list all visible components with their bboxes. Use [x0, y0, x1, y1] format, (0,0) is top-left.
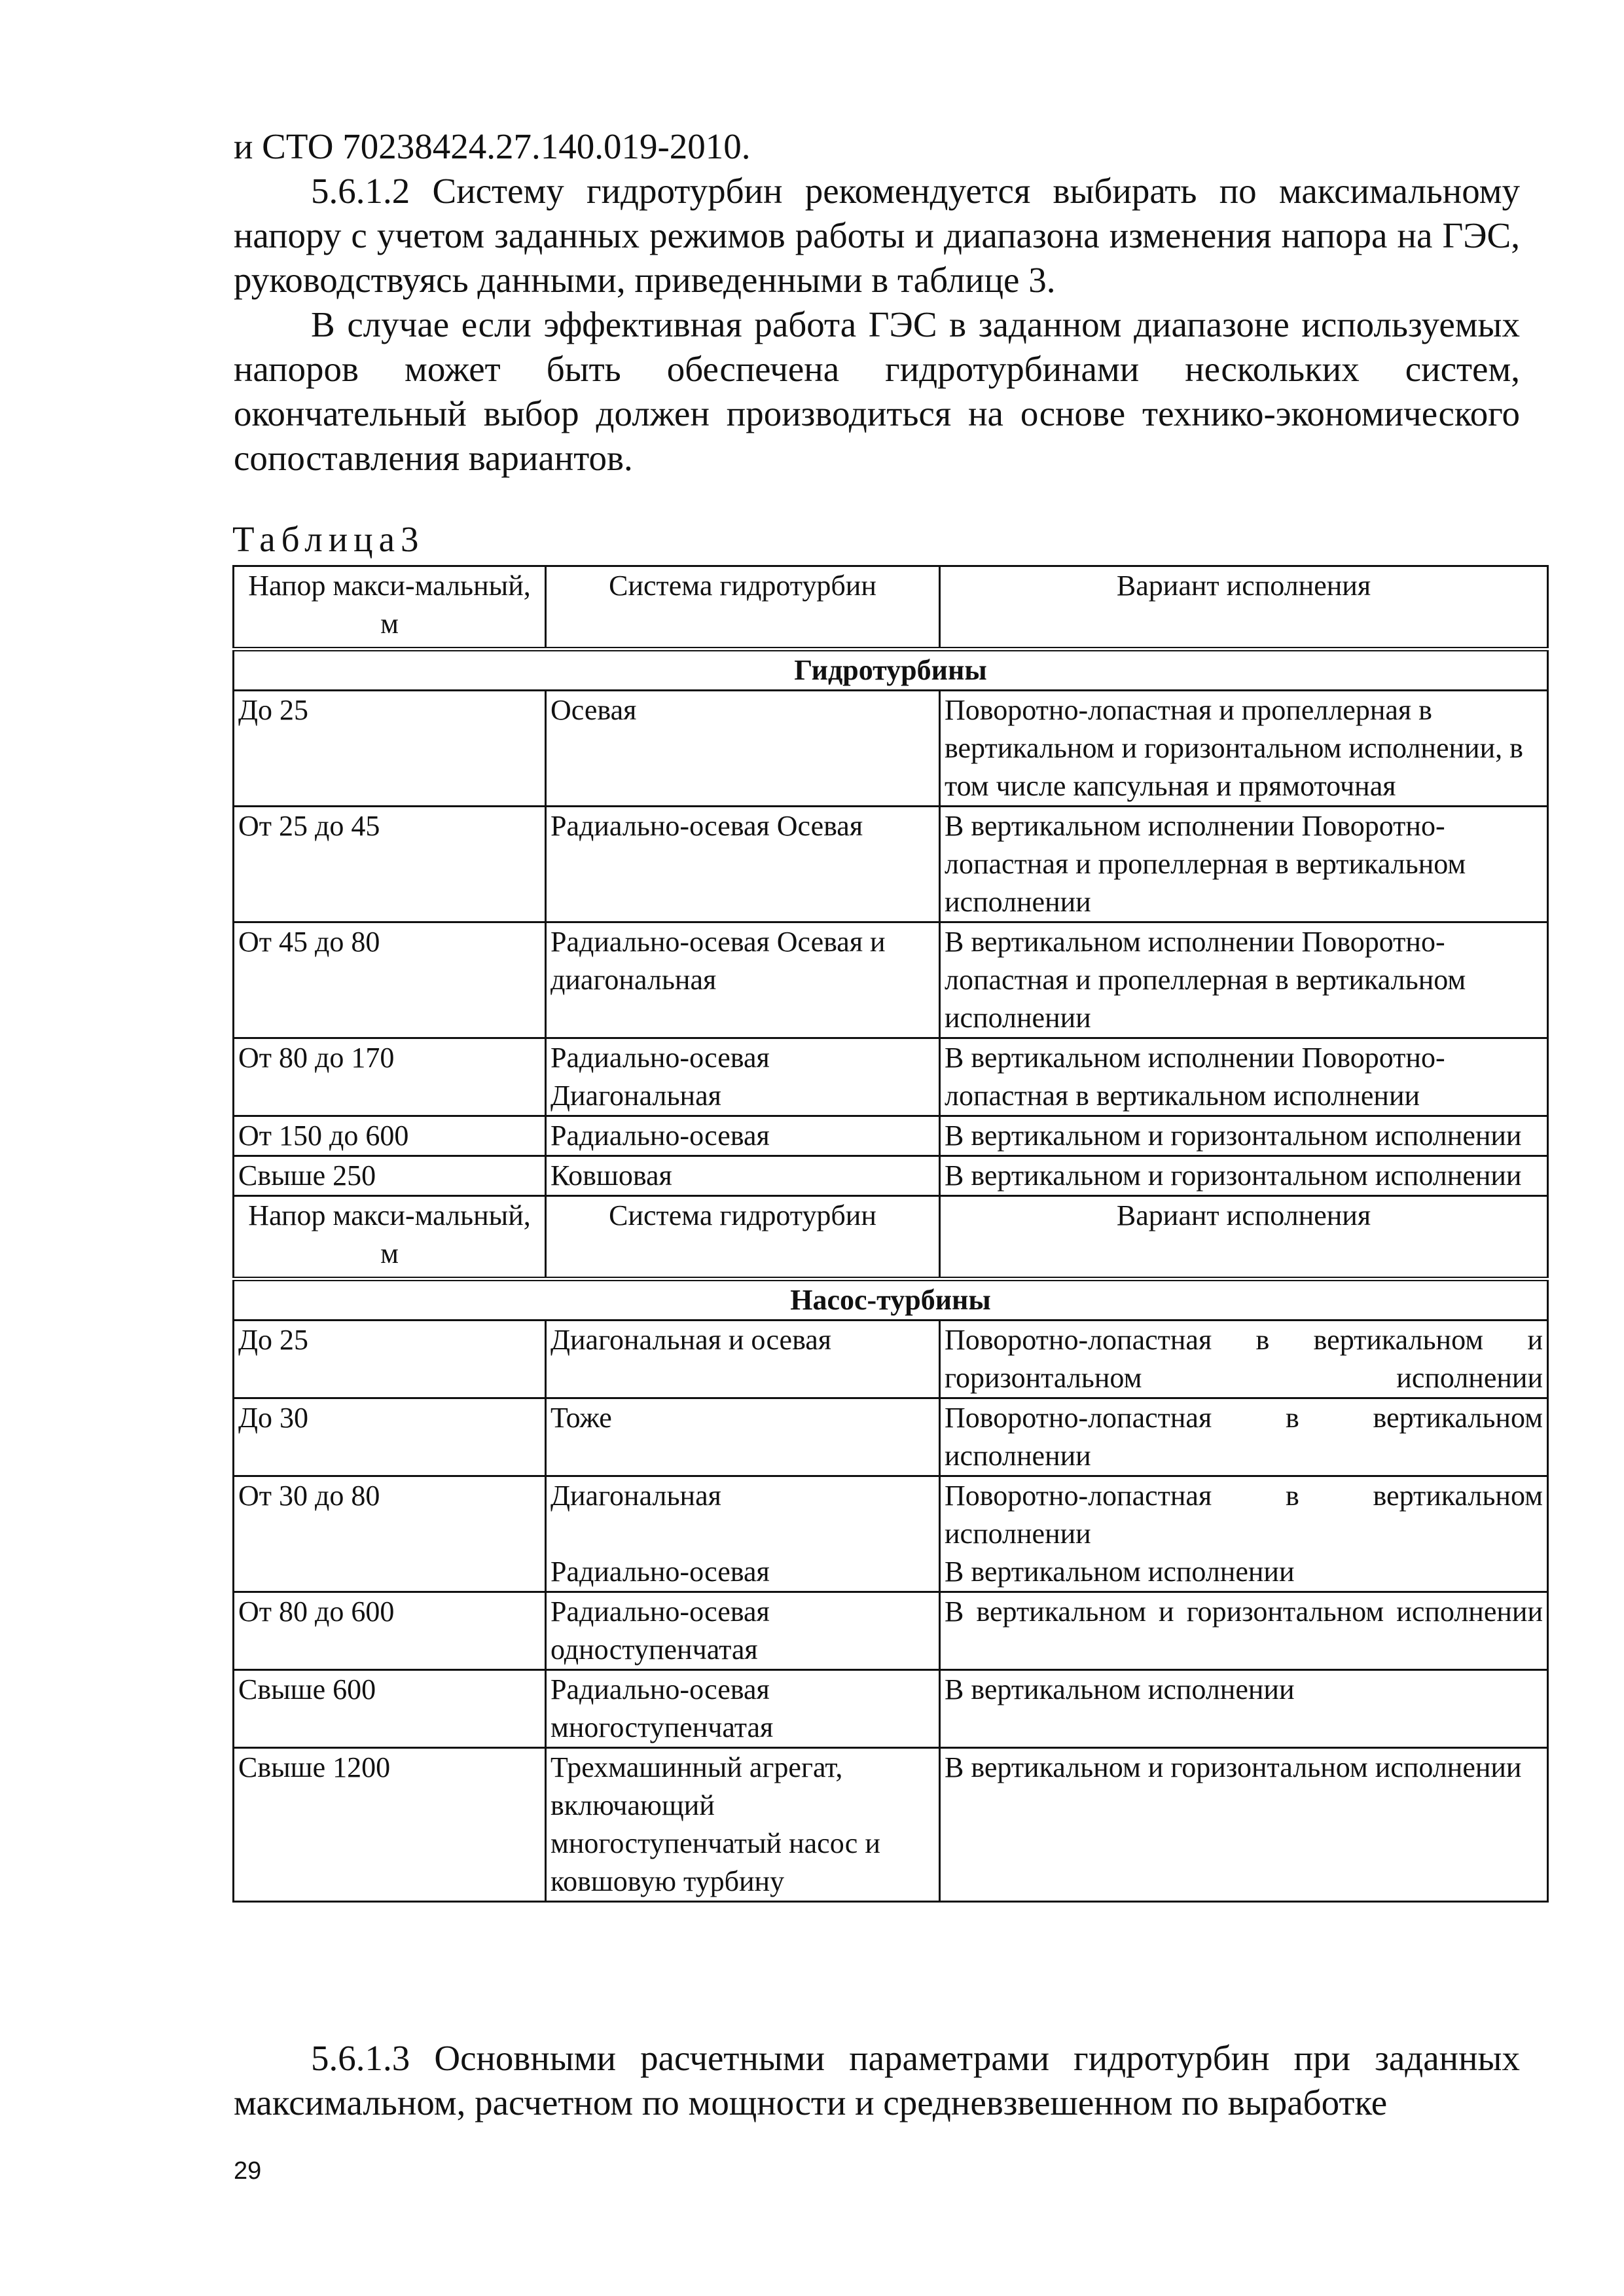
cell-system: Радиально-осевая Осевая	[546, 807, 940, 922]
section-title: Гидротурбины	[234, 649, 1548, 691]
table-row	[234, 922, 1548, 1038]
table-row	[234, 1670, 1548, 1748]
table-header-row	[234, 566, 1548, 649]
cell-system: Тоже	[546, 1398, 940, 1476]
cell-system-multi	[546, 1476, 940, 1592]
turbine-selection-table	[232, 565, 1549, 1903]
table-header-row-repeat	[234, 1196, 1548, 1279]
cell-head: Свыше 600	[234, 1670, 546, 1748]
cell-system: Радиально-осевая	[546, 1116, 940, 1156]
cell-variant-line: Поворотно-лопастная в вертикальном исполнении	[945, 1480, 1543, 1550]
cell-variant: В вертикальном и горизонтальном исполнении	[940, 1156, 1548, 1196]
page-number: 29	[234, 2157, 262, 2185]
cell-variant-line: В вертикальном исполнении	[945, 1556, 1295, 1588]
cell-variant: В вертикальном исполнении Поворотно-лопастная и пропеллерная в вертикальном исполнении	[940, 922, 1548, 1038]
table-row	[234, 1748, 1548, 1902]
cell-system: Трехмашинный агрегат, включающий многоступенчатый насос и ковшовую турбину	[546, 1748, 940, 1902]
paragraph-5-6-1-2: 5.6.1.2 Систему гидротурбин рекомендуется выбирать по максимальному напору с учетом заданных режимов работы и диапазона изменения напора на ГЭС, руководствуясь данными, приведенными в таблице 3.	[234, 171, 1520, 300]
cell-head: Свыше 1200	[234, 1748, 546, 1902]
table-caption: Таблица3	[232, 519, 425, 559]
table-row	[234, 1038, 1548, 1116]
table-row	[234, 807, 1548, 922]
cell-head: До 30	[234, 1398, 546, 1476]
header-head: Напор макси-мальный, м	[234, 1196, 546, 1279]
table-row	[234, 1156, 1548, 1196]
cell-variant: Поворотно-лопастная в вертикальном исполнении	[940, 1398, 1548, 1476]
header-system: Система гидротурбин	[546, 1196, 940, 1279]
paragraph-selection-note: В случае если эффективная работа ГЭС в заданном диапазоне используемых напоров может быть обеспечена гидротурбинами нескольких систем, окончательный выбор должен производиться на основе технико-экономического сопоставления вариантов.	[234, 304, 1520, 478]
section-row-turbines	[234, 649, 1548, 691]
cell-system: Радиально-осевая Диагональная	[546, 1038, 940, 1116]
cell-system: Радиально-осевая одноступенчатая	[546, 1592, 940, 1670]
cell-system-line: Диагональная	[550, 1480, 721, 1512]
cell-head: От 25 до 45	[234, 807, 546, 922]
cell-system: Ковшовая	[546, 1156, 940, 1196]
section-title: Насос-турбины	[234, 1279, 1548, 1321]
cell-system: Радиально-осевая Осевая и диагональная	[546, 922, 940, 1038]
header-variant: Вариант исполнения	[940, 1196, 1548, 1279]
cell-variant: В вертикальном исполнении	[940, 1670, 1548, 1748]
paragraph-5-6-1-3: 5.6.1.3 Основными расчетными параметрами гидротурбин при заданных максимальном, расчетном по мощности и средневзвешенном по выработке	[234, 2038, 1520, 2123]
table-row	[234, 1476, 1548, 1592]
cell-head: От 80 до 170	[234, 1038, 546, 1116]
cell-variant: Поворотно-лопастная и пропеллерная в вертикальном и горизонтальном исполнении, в том числе капсульная и прямоточная	[940, 691, 1548, 807]
cell-head: От 150 до 600	[234, 1116, 546, 1156]
cell-system-line: Радиально-осевая	[550, 1556, 770, 1588]
cell-head: От 45 до 80	[234, 922, 546, 1038]
table-row	[234, 1321, 1548, 1398]
paragraph-standard-reference: и СТО 70238424.27.140.019-2010.	[234, 126, 751, 166]
cell-variant: Поворотно-лопастная в вертикальном и горизонтальном исполнении	[940, 1321, 1548, 1398]
cell-head: До 25	[234, 1321, 546, 1398]
table-row	[234, 1592, 1548, 1670]
header-variant: Вариант исполнения	[940, 566, 1548, 649]
cell-variant-multi	[940, 1476, 1548, 1592]
section-row-pump-turbines	[234, 1279, 1548, 1321]
cell-system: Осевая	[546, 691, 940, 807]
cell-variant: В вертикальном и горизонтальном исполнении	[940, 1592, 1548, 1670]
table-row	[234, 1116, 1548, 1156]
header-system: Система гидротурбин	[546, 566, 940, 649]
cell-head: От 80 до 600	[234, 1592, 546, 1670]
cell-head: Свыше 250	[234, 1156, 546, 1196]
cell-variant: В вертикальном исполнении Поворотно-лопастная в вертикальном исполнении	[940, 1038, 1548, 1116]
header-head: Напор макси-мальный, м	[234, 566, 546, 649]
cell-system: Диагональная и осевая	[546, 1321, 940, 1398]
cell-head: До 25	[234, 691, 546, 807]
cell-variant: В вертикальном исполнении Поворотно-лопастная и пропеллерная в вертикальном исполнении	[940, 807, 1548, 922]
cell-system: Радиально-осевая многоступенчатая	[546, 1670, 940, 1748]
table-row	[234, 691, 1548, 807]
table-row	[234, 1398, 1548, 1476]
cell-variant: В вертикальном и горизонтальном исполнении	[940, 1116, 1548, 1156]
cell-spacer	[550, 1515, 935, 1553]
cell-variant: В вертикальном и горизонтальном исполнении	[940, 1748, 1548, 1902]
cell-head: От 30 до 80	[234, 1476, 546, 1592]
